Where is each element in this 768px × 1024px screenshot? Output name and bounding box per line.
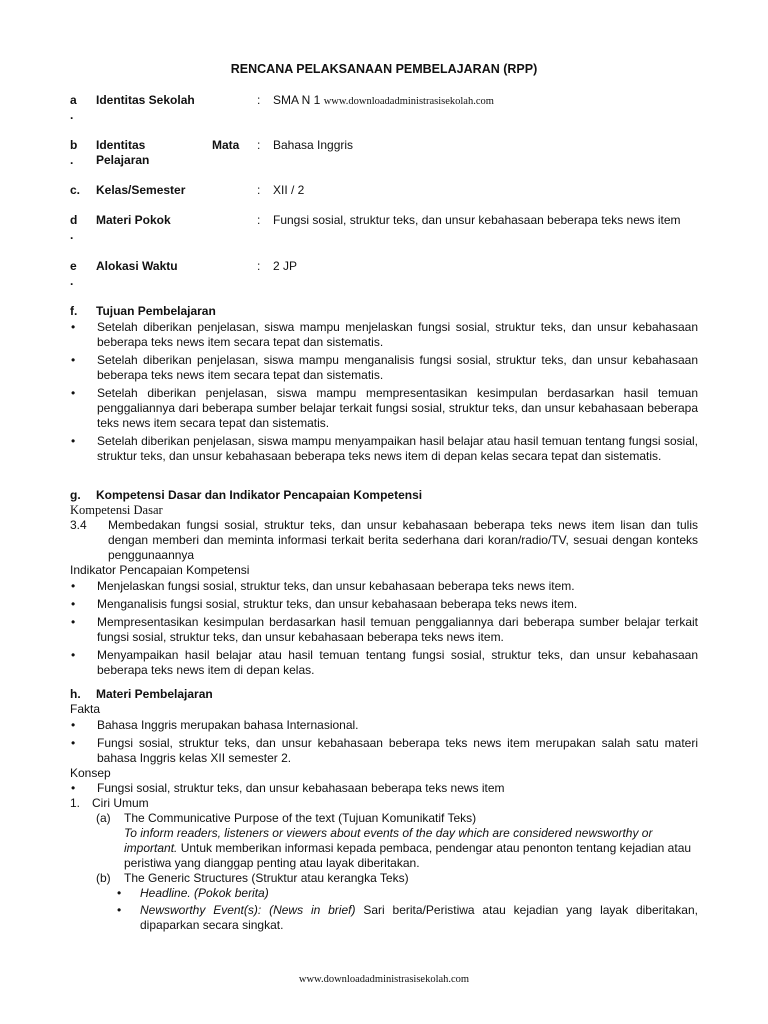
sub-body-a: To inform readers, listeners or viewers about events of the day which are considered newsworthy or important. Untuk memberikan informasi kepada pembaca, pendengar atau penonton tentang kejadian atau peristiwa yang dianggap penting atau layak diberitakan. xyxy=(124,826,692,870)
identity-row-subject xyxy=(70,138,710,174)
row-label: Materi Pokok xyxy=(96,213,171,227)
section-heading-materi: h. Materi Pembelajaran xyxy=(70,687,213,701)
row-letter: a . xyxy=(70,93,77,122)
watermark-url: www.downloadadministrasisekolah.com xyxy=(323,96,494,107)
list-item: • Menjelaskan fungsi sosial, struktur teks, dan unsur kebahasaan beberapa teks news item. xyxy=(71,579,575,593)
page-title: RENCANA PELAKSANAAN PEMBELAJARAN (RPP) xyxy=(230,62,538,76)
identity-row-time xyxy=(70,259,710,295)
list-item: • Setelah diberikan penjelasan, siswa mampu menganalisis fungsi sosial, struktur teks, dan unsur kebahasaan beberapa teks news item secara tepat dan sistematis. xyxy=(71,353,698,382)
colon: : xyxy=(257,259,261,273)
footer-url: www.downloadadministrasisekolah.com xyxy=(298,974,470,985)
list-item: • Setelah diberikan penjelasan, siswa mampu menjelaskan fungsi sosial, struktur teks, dan unsur kebahasaan beberapa teks news item secara tepat dan sistematis. xyxy=(71,320,698,349)
row-letter: d . xyxy=(70,213,78,242)
row-letter: c. xyxy=(70,183,81,197)
colon: : xyxy=(257,93,261,107)
konsep-label: Konsep xyxy=(70,766,111,780)
ipk-label: Indikator Pencapaian Kompetensi xyxy=(70,563,250,577)
row-label: Alokasi Waktu xyxy=(96,259,178,273)
row-value: Fungsi sosial, struktur teks, dan unsur kebahasaan beberapa teks news item xyxy=(273,213,681,227)
identity-row-material xyxy=(70,213,710,249)
list-item: • Fungsi sosial, struktur teks, dan unsur kebahasaan beberapa teks news item merupakan salah satu materi bahasa Inggris kelas XII semester 2. xyxy=(71,736,698,765)
list-item: • Setelah diberikan penjelasan, siswa mampu menyampaikan hasil belajar atau hasil temuan tentang fungsi sosial, struktur teks, dan unsur kebahasaan beberapa teks news item di depan kelas secara tepat dan sistematis. xyxy=(71,434,698,463)
list-item: • Headline. (Pokok berita) xyxy=(117,886,269,900)
sub-title-b: The Generic Structures (Struktur atau kerangka Teks) xyxy=(124,871,409,885)
list-item: • Menganalisis fungsi sosial, struktur teks, dan unsur kebahasaan beberapa teks news item. xyxy=(71,597,578,611)
list-item: • Mempresentasikan kesimpulan berdasarkan hasil temuan penggaliannya dari beberapa sumber belajar terkait fungsi sosial, struktur teks, dan unsur kebahasaan beberapa teks news item. xyxy=(71,615,698,644)
ciri-heading: 1. Ciri Umum xyxy=(70,796,149,810)
section-heading-tujuan: f. Tujuan Pembelajaran xyxy=(70,304,216,318)
fakta-label: Fakta xyxy=(70,702,101,716)
sub-title-a: The Communicative Purpose of the text (Tujuan Komunikatif Teks) xyxy=(124,811,477,825)
row-letter: b . xyxy=(70,138,78,167)
row-value: SMA N 1 www.downloadadministrasisekolah.com xyxy=(273,93,494,107)
list-item: • Setelah diberikan penjelasan, siswa mampu mempresentasikan kesimpulan berdasarkan hasil temuan penggaliannya dari beberapa sumber belajar terkait fungsi sosial, struktur teks, dan unsur kebahasaan beberapa teks news item secara tepat dan sistematis. xyxy=(71,386,698,430)
row-value: 2 JP xyxy=(273,259,298,273)
row-letter: e . xyxy=(70,259,77,288)
tujuan-list xyxy=(70,320,698,467)
sub-label-b: (b) xyxy=(96,871,111,885)
kd-label: Kompetensi Dasar xyxy=(70,503,163,517)
row-value: Bahasa Inggris xyxy=(273,138,354,152)
kd-number: 3.4 xyxy=(70,518,87,532)
kd-item xyxy=(70,518,698,563)
structure-list xyxy=(116,886,698,936)
row-label: Identitas Mata Pelajaran xyxy=(96,138,240,167)
sub-label-a: (a) xyxy=(96,811,111,825)
kd-text: Membedakan fungsi sosial, struktur teks, dan unsur kebahasaan beberapa teks news item lisan dan tulis dengan memberi dan meminta informasi terkait berita sederhana dari koran/radio/TV, sesuai dengan konteks penggunaannya xyxy=(108,518,698,562)
colon: : xyxy=(257,213,261,227)
ipk-list xyxy=(70,579,698,681)
colon: : xyxy=(257,138,261,152)
row-label: Identitas Sekolah xyxy=(96,93,195,107)
list-item: • Menyampaikan hasil belajar atau hasil temuan tentang fungsi sosial, struktur teks, dan unsur kebahasaan beberapa teks news item di depan kelas. xyxy=(71,648,698,677)
identity-row-school xyxy=(70,93,710,129)
row-value: XII / 2 xyxy=(273,183,305,197)
section-heading-kompetensi: g. Kompetensi Dasar dan Indikator Pencapaian Kompetensi xyxy=(70,488,423,502)
list-item: • Fungsi sosial, struktur teks, dan unsur kebahasaan beberapa teks news item xyxy=(71,781,505,795)
konsep-list xyxy=(70,781,698,799)
list-item: • Bahasa Inggris merupakan bahasa Internasional. xyxy=(71,718,359,732)
colon: : xyxy=(257,183,261,197)
fakta-list xyxy=(70,718,698,769)
list-item: • Newsworthy Event(s): (News in brief) Sari berita/Peristiwa atau kejadian yang layak diberitakan, dipaparkan secara singkat. xyxy=(117,903,698,932)
row-label: Kelas/Semester xyxy=(96,183,186,197)
